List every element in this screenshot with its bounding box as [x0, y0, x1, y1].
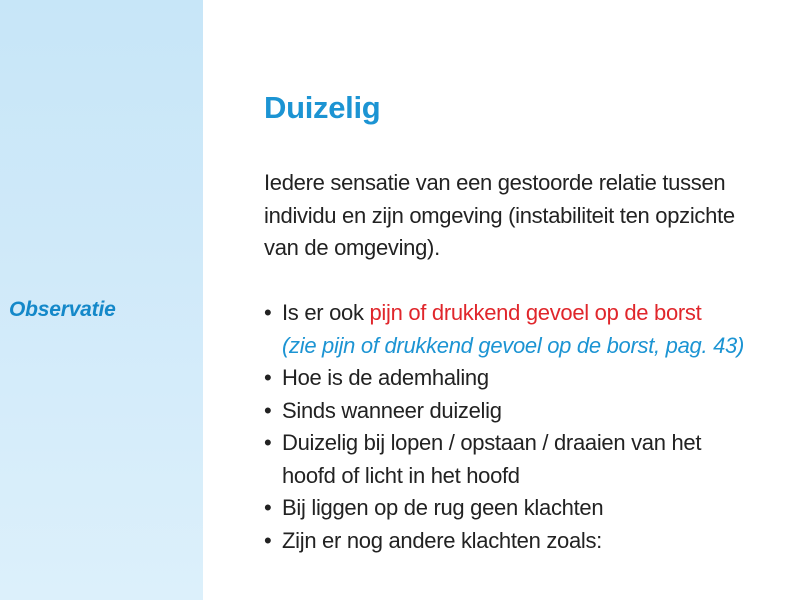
list-item-text: Is er ook: [282, 300, 370, 325]
observation-checklist: [264, 297, 744, 557]
sidebar-panel: [0, 0, 203, 600]
highlighted-symptom: pijn of drukkend gevoel op de borst: [369, 300, 702, 325]
list-item-onset: [264, 395, 744, 428]
list-item-text: Duizelig bij lopen / opstaan / draaien van het: [282, 430, 702, 455]
list-item-other-complaints: [264, 525, 744, 558]
page-title: Duizelig: [264, 90, 381, 125]
definition-line: van de omgeving).: [264, 235, 440, 260]
list-item-text: Hoe is de ademhaling: [282, 365, 489, 390]
list-item-continuation: [264, 460, 744, 493]
list-item-chest-pain: [264, 297, 744, 330]
list-item-text: Sinds wanneer duizelig: [282, 397, 502, 423]
bullet-icon: •: [264, 430, 272, 455]
list-item-text: Bij liggen op de rug geen klachten: [282, 495, 604, 520]
section-label-observatie: Observatie: [9, 298, 116, 321]
bullet-icon: •: [264, 397, 272, 423]
cross-reference: [264, 330, 744, 363]
list-item-lying-down: [264, 492, 744, 525]
list-item-breathing: [264, 362, 744, 395]
list-item-triggers: [264, 427, 744, 460]
definition-line: individu en zijn omgeving (instabiliteit ten opzichte: [264, 202, 735, 228]
definition-paragraph: [264, 167, 735, 265]
bullet-icon: •: [264, 495, 272, 520]
list-item-text: Zijn er nog andere klachten zoals:: [282, 527, 602, 553]
bullet-icon: •: [264, 527, 272, 553]
bullet-icon: •: [264, 300, 272, 325]
definition-line: Iedere sensatie van een gestoorde relatie tussen: [264, 170, 726, 195]
bullet-icon: •: [264, 365, 272, 390]
list-item-text: hoofd of licht in het hoofd: [282, 462, 520, 488]
cross-reference-link: (zie pijn of drukkend gevoel op de borst, pag. 43): [282, 332, 744, 358]
